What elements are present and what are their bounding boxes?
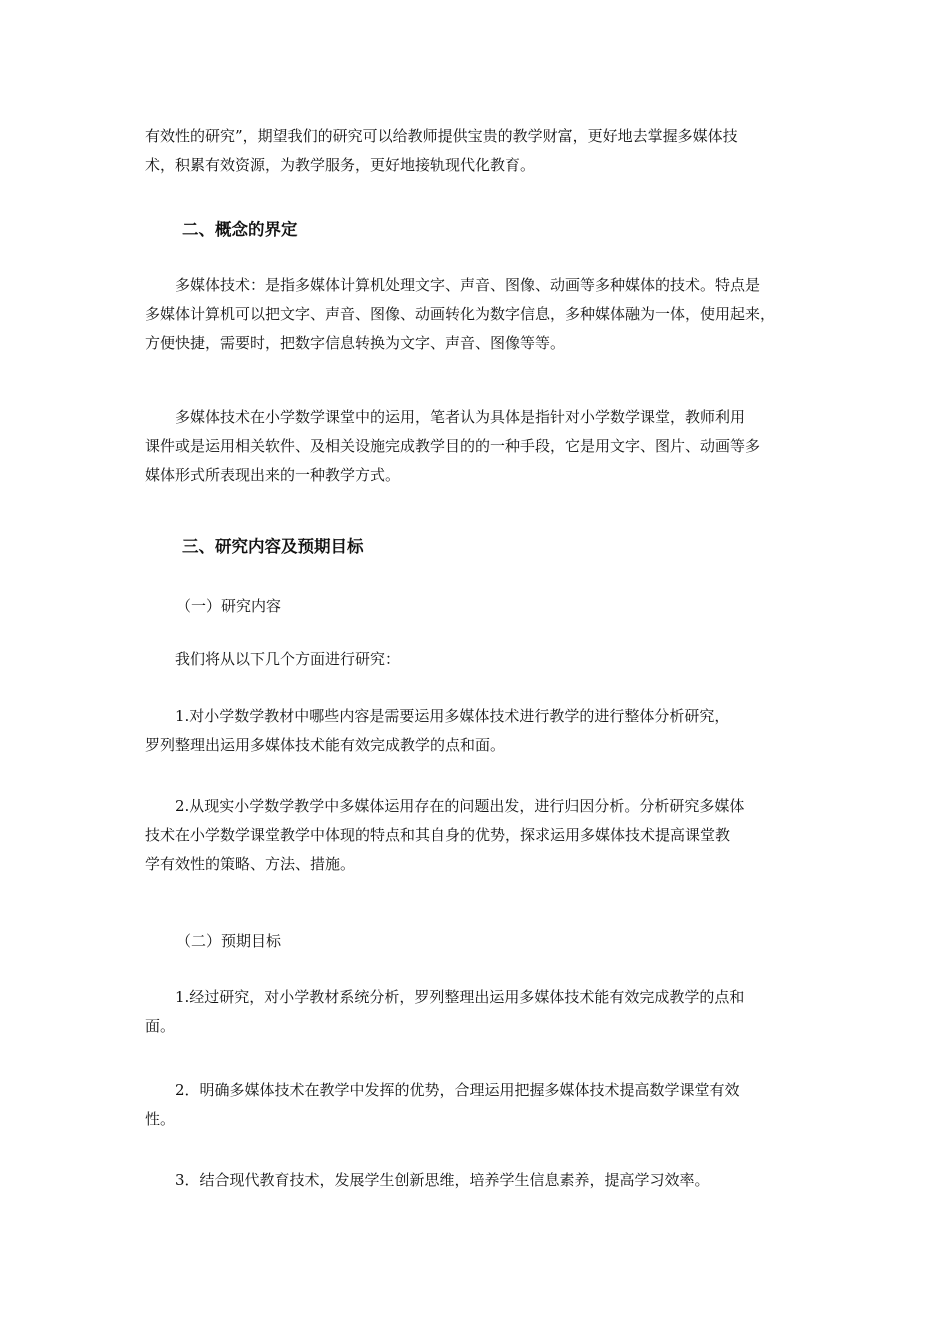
goal-item-1 [145, 983, 807, 1041]
definition-p2-line-3: 媒体形式所表现出来的一种教学方式。 [145, 466, 401, 484]
content-item-1-line-1: 1.对小学数学教材中哪些内容是需要运用多媒体技术进行教学的进行整体分析研究， [175, 707, 730, 725]
definition-paragraph-2 [145, 403, 807, 490]
goal-item-1-line-2: 面。 [145, 1017, 176, 1035]
intro-paragraph [145, 122, 807, 180]
content-item-2-line-3: 学有效性的策略、方法、措施。 [145, 855, 356, 873]
goal-item-2-line-2: 性。 [145, 1110, 176, 1128]
definition-p2-line-2: 课件或是运用相关软件、及相关设施完成教学目的的一种手段，它是用文字、图片、动画等多 [145, 437, 761, 455]
content-lead-paragraph [145, 645, 807, 674]
definition-p2-line-1: 多媒体技术在小学数学课堂中的运用，笔者认为具体是指针对小学数学课堂，教师利用 [175, 408, 746, 426]
goal-item-3 [145, 1166, 807, 1195]
goal-item-2-line-1: 2．明确多媒体技术在教学中发挥的优势，合理运用把握多媒体技术提高数学课堂有效 [175, 1081, 740, 1099]
goal-item-1-line-1: 1.经过研究，对小学教材系统分析，罗列整理出运用多媒体技术能有效完成教学的点和 [175, 988, 745, 1006]
content-lead-line: 我们将从以下几个方面进行研究： [175, 650, 401, 668]
content-item-1 [145, 702, 807, 760]
section-heading-research: 三、研究内容及预期目标 [182, 537, 364, 556]
definition-paragraph-1 [145, 271, 807, 358]
definition-p1-line-1: 多媒体技术：是指多媒体计算机处理文字、声音、图像、动画等多种媒体的技术。特点是 [175, 276, 761, 294]
subsection-title-content: （一）研究内容 [176, 597, 282, 615]
goal-item-2 [145, 1076, 807, 1134]
content-item-2 [145, 792, 807, 879]
definition-p1-line-3: 方便快捷，需要时，把数字信息转换为文字、声音、图像等等。 [145, 334, 566, 352]
content-item-2-line-2: 技术在小学数学课堂教学中体现的特点和其自身的优势，探求运用多媒体技术提高课堂教 [145, 826, 731, 844]
intro-line-1: 有效性的研究”，期望我们的研究可以给教师提供宝贵的教学财富，更好地去掌握多媒体技 [145, 127, 738, 145]
goal-item-3-line-1: 3．结合现代教育技术，发展学生创新思维，培养学生信息素养，提高学习效率。 [175, 1171, 710, 1189]
subsection-title-goals: （二）预期目标 [176, 932, 282, 950]
content-item-2-line-1: 2.从现实小学数学教学中多媒体运用存在的问题出发，进行归因分析。分析研究多媒体 [175, 797, 745, 815]
section-heading-definitions: 二、概念的界定 [182, 220, 298, 239]
definition-p1-line-2: 多媒体计算机可以把文字、声音、图像、动画转化为数字信息，多种媒体融为一体，使用起来， [145, 305, 776, 323]
content-item-1-line-2: 罗列整理出运用多媒体技术能有效完成教学的点和面。 [145, 736, 506, 754]
intro-line-2: 术，积累有效资源，为教学服务，更好地接轨现代化教育。 [145, 156, 536, 174]
